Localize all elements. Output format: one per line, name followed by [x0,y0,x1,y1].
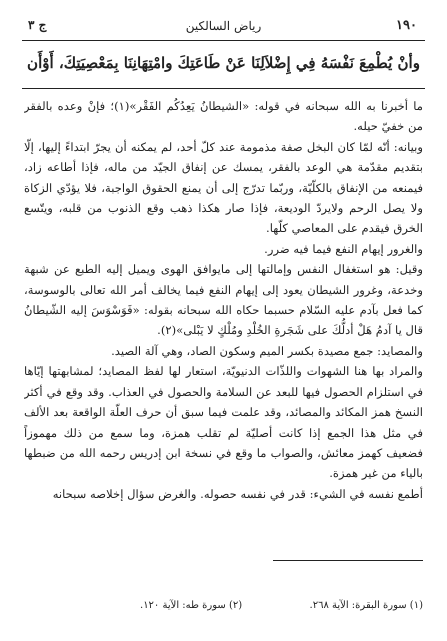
paragraph: والمراد بها هنا الشهوات واللذّات الدنيويّة، استعار لها لفظ المصايد؛ لمشابهتها إيّاها في استلزام الحصول فيها للبعد عن السلامة والحصول في العذاب. وقد وقع في أكثر النسخ همز المكائد والمصائد، وقد علمت فيما سبق أن حرف العلّة الواقعة بعد الألف في مثل هذا الجمع إذا كانت أصليّة لم تقلب همزة، وما سمع من ذلك مهموزاً فضعيف كهمز معائش، والصواب ما وقع في نسخة ابن إدريس رحمه الله من ضبطها بالياء من غير همزة. [24,364,423,481]
paragraph: والغرور إيهام النفع فيما فيه ضرر. [264,241,423,256]
footnote-2: (٢) سورة طه: الآية ١٢٠. [140,600,243,611]
volume-label: ج ٣ [28,18,47,32]
footnote-rule [273,560,423,561]
commentary-body [24,96,423,556]
header-rule [22,40,425,41]
paragraph: ما أخبرنا به الله سبحانه في قوله: «الشيطانُ يَعِدُكُم الفَقْر»(١)؛ فإنْ وعده بالفقر من خفيّ حيله. [24,99,423,134]
footnote-1: (١) سورة البقرة: الآية ٢٦٨. [309,600,423,611]
page-number: ١٩٠ [396,18,417,33]
running-title: رياض السالكين [185,19,262,33]
footnotes [140,600,423,611]
verse-rule [22,88,425,89]
page-header [22,18,425,38]
paragraph: أطمع نفسه في الشيء: قدر في نفسه حصوله. والغرض سؤال إخلاصه سبحانه [52,486,423,501]
supplication-verse: وأنْ يُطْمِعَ نَفْسَهُ فِي إِضْلاَلِنَا عَنْ طَاعَتِكَ وامْتِهَانِنَا بِمَعْصِيَتِكَ، أَوْأَن [27,54,420,72]
paragraph: وقيل: هو استغفال النفس وإمالتها إلى مايوافق الهوى ويميل إليه الطبع عن شبهة وخدعة، وغرور الشيطان يعود إلى إيهام النفع فيما يخالف أمر الله تعالى بالوسوسة، كما فعل بآدم عليه السّلام حسبما حكاه الله سبحانه بقوله: «فَوَسْوَسَ إليه الشّيطانُ قال يا آدمُ هَلْ أدلُّكَ على شَجَرةِ الخُلْدِ ومُلْكٍ لا يَبْلى»(٢). [24,262,423,338]
paragraph: وبيانه: أنّه لمّا كان البخل صفة مذمومة عند كلّ أحد، لم يمكنه أن يجرّ ابتداءً إليها، إلّا بتقديم مقدّمة هي الوعد بالفقر، يمسك عن إنفاق الجيّد من ماله، فإذا أطاعه زاد، فيمنعه من الإنفاق بالكلّيّة، وربّما تدرّج إلى أن يمنع الحقوق الواجبة، فلا يؤدّي الزكاة ولا يصل الرحم ولايردّ الوديعة، فإذا صار هكذا ذهب وقع الذنوب من قلبه، ويتّسع الخرق فيقدم على المعاصي كلّها. [24,139,423,236]
paragraph: والمصايد: جمع مصيدة بكسر الميم وسكون الصاد، وهي آلة الصيد. [111,343,423,358]
